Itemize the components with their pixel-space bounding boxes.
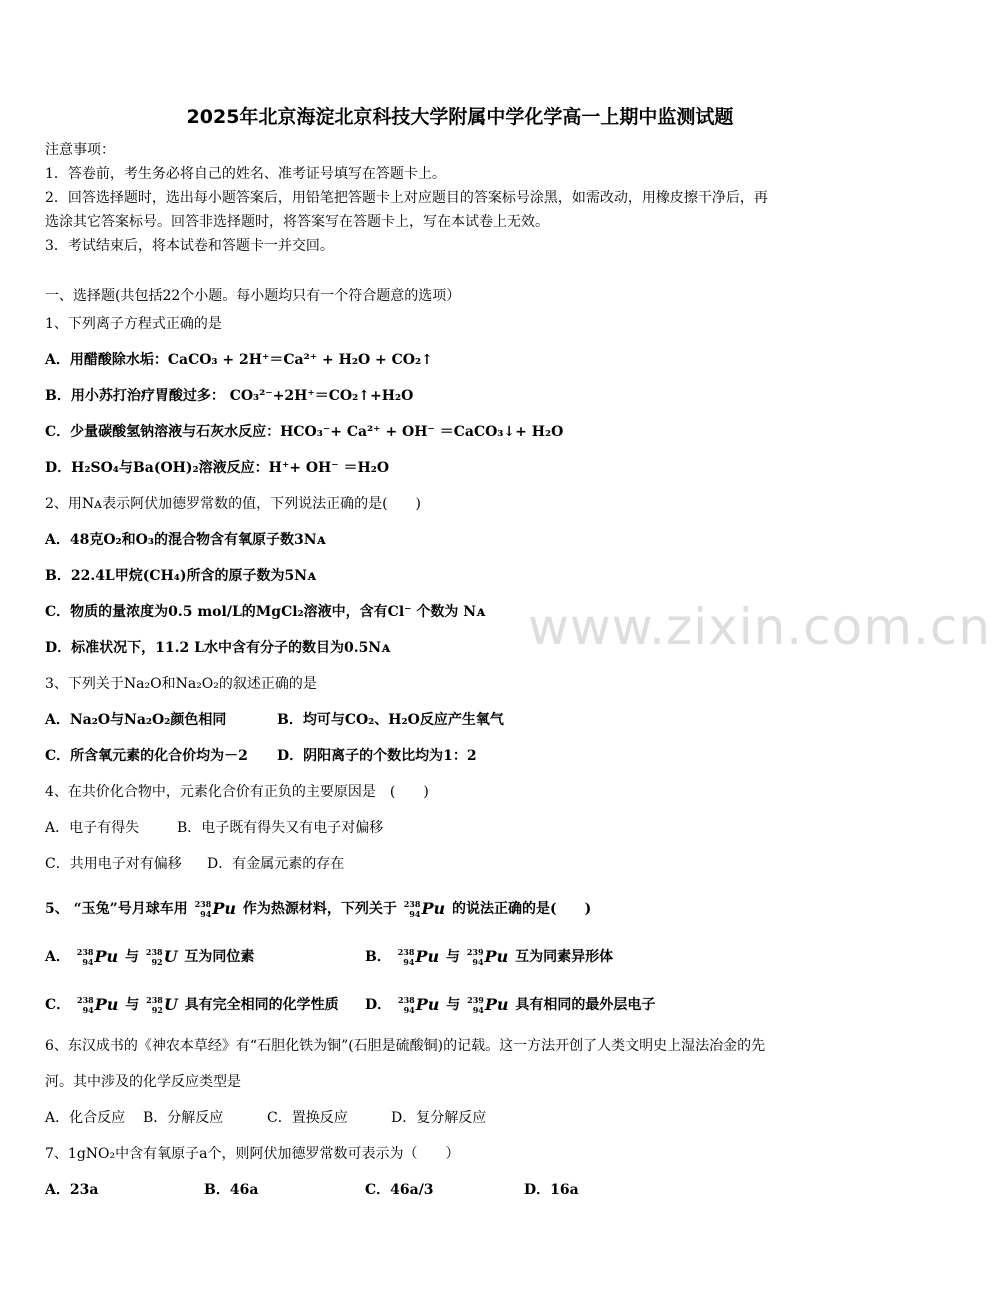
nuclide-mass: 238 (76, 947, 94, 957)
nuclide-number: 94 (403, 957, 415, 967)
nuclide-pu238 (398, 944, 439, 970)
q5-options-row1 (45, 944, 613, 970)
nuclide-symbol: Pu (415, 947, 440, 966)
option-letter: A． (45, 949, 70, 965)
nuclide-mass: 238 (397, 947, 415, 957)
q5-stem-post: 的说法正确的是( ) (451, 901, 592, 917)
conj: 与 (125, 997, 140, 1013)
q4-options-row2 (45, 854, 344, 874)
q5-stem (45, 896, 591, 922)
q5-option-a (45, 944, 365, 970)
nuclide-number: 94 (200, 909, 212, 919)
notice-item-3: 3．考试结束后，将本试卷和答题卡一并交回。 (45, 238, 334, 254)
q1-option-d: D．H₂SO₄与Ba(OH)₂溶液反应：H⁺+ OH⁻ ＝H₂O (45, 460, 390, 476)
q4-option-d: D．有金属元素的存在 (207, 856, 345, 872)
nuclide-mass: 239 (467, 995, 484, 1005)
nuclide-number: 92 (151, 957, 163, 967)
nuclide-number: 94 (82, 1005, 94, 1015)
nuclide-symbol: Pu (421, 899, 446, 918)
q2-stem: 2、用Nᴀ表示阿伏加德罗常数的值，下列说法正确的是( ) (45, 496, 421, 512)
q6-stem-line2: 河。其中涉及的化学反应类型是 (45, 1074, 241, 1090)
nuclide-symbol: U (163, 947, 178, 966)
q2-option-c: C．物质的量浓度为0.5 mol/L的MgCl₂溶液中，含有Cl⁻ 个数为 Nᴀ (45, 604, 486, 620)
option-text: 具有相同的最外层电子 (515, 997, 656, 1013)
notice-item-2a: 2．回答选择题时，选出每小题答案后，用铅笔把答题卡上对应题目的答案标号涂黑，如需改动，用橡皮擦干净后，再 (45, 190, 768, 206)
nuclide-mass: 238 (77, 995, 94, 1005)
q3-options-row1 (45, 710, 504, 730)
nuclide-u238 (146, 992, 178, 1018)
option-text: 互为同素异形体 (515, 949, 614, 965)
q2-option-a: A．48克O₂和O₃的混合物含有氧原子数3Nᴀ (45, 532, 326, 548)
nuclide-mass: 238 (398, 995, 415, 1005)
nuclide-pu238 (77, 992, 118, 1018)
nuclide-number: 94 (403, 1005, 415, 1015)
q5-option-b (365, 944, 613, 970)
q7-option-a: A．23a (45, 1182, 99, 1198)
q3-options-row2 (45, 746, 477, 766)
notice-heading: 注意事项： (45, 142, 115, 158)
q3-option-d: D．阴阳离子的个数比均为1：2 (277, 748, 477, 764)
q4-stem: 4、在共价化合物中，元素化合价有正负的主要原因是 ( ) (45, 784, 429, 800)
q4-option-a: A．电子有得失 (45, 820, 140, 836)
nuclide-mass: 238 (194, 899, 212, 909)
q7-option-d: D．16a (524, 1182, 579, 1198)
q6-options-row (45, 1108, 486, 1128)
nuclide-pu238 (195, 896, 236, 922)
option-letter: B． (365, 949, 391, 965)
nuclide-mass: 238 (403, 899, 421, 909)
nuclide-symbol: Pu (212, 899, 236, 918)
section-heading: 一、选择题(共包括22个小题。每小题均只有一个符合题意的选项） (45, 288, 461, 304)
q1-stem: 1、下列离子方程式正确的是 (45, 316, 222, 332)
conj: 与 (125, 949, 139, 965)
q5-stem-mid: 作为热源材料，下列关于 (242, 901, 397, 917)
q4-option-b: B．电子既有得失又有电子对偏移 (177, 820, 384, 836)
q7-stem: 7、1gNO₂中含有氧原子a个，则阿伏加德罗常数可表示为（ ） (45, 1146, 460, 1162)
q3-option-a: A．Na₂O与Na₂O₂颜色相同 (45, 712, 227, 728)
nuclide-mass: 238 (146, 995, 163, 1005)
q6-option-c: C．置换反应 (267, 1110, 348, 1126)
nuclide-mass: 239 (466, 947, 484, 957)
q6-option-a: A．化合反应 (45, 1110, 126, 1126)
conj: 与 (445, 949, 460, 965)
nuclide-number: 92 (151, 1005, 163, 1015)
q3-option-c: C．所含氧元素的化合价均为－2 (45, 748, 248, 764)
q6-option-d: D．复分解反应 (391, 1110, 487, 1126)
nuclide-symbol: Pu (94, 947, 119, 966)
q4-options-row1 (45, 818, 383, 838)
nuclide-symbol: Pu (94, 995, 119, 1014)
option-letter: D． (365, 997, 392, 1013)
page-title: 2025年北京海淀北京科技大学附属中学化学高一上期中监测试题 (186, 106, 734, 128)
nuclide-u238 (146, 944, 178, 970)
q5-option-c (45, 992, 365, 1018)
q1-option-a: A．用醋酸除水垢：CaCO₃ + 2H⁺＝Ca²⁺ + H₂O + CO₂↑ (45, 352, 433, 368)
option-text: 互为同位素 (184, 949, 255, 965)
notice-item-1: 1．答卷前，考生务必将自己的姓名、准考证号填写在答题卡上。 (45, 166, 446, 182)
option-letter: C． (45, 997, 71, 1013)
q5-options-row2 (45, 992, 655, 1018)
q1-option-c: C．少量碳酸氢钠溶液与石灰水反应：HCO₃⁻+ Ca²⁺ + OH⁻ ＝CaCO₃↓+ H₂O (45, 424, 564, 440)
q4-option-c: C．共用电子对有偏移 (45, 856, 182, 872)
q6-option-b: B．分解反应 (143, 1110, 224, 1126)
nuclide-pu238 (77, 944, 118, 970)
nuclide-pu238 (404, 896, 445, 922)
nuclide-number: 94 (472, 1005, 484, 1015)
option-text: 具有完全相同的化学性质 (184, 997, 339, 1013)
nuclide-pu238 (398, 992, 439, 1018)
nuclide-pu239 (467, 944, 508, 970)
nuclide-number: 94 (472, 957, 484, 967)
nuclide-number: 94 (409, 909, 421, 919)
nuclide-symbol: Pu (415, 995, 440, 1014)
q3-option-b: B．均可与CO₂、H₂O反应产生氧气 (277, 712, 504, 728)
q1-option-b: B．用小苏打治疗胃酸过多： CO₃²⁻+2H⁺＝CO₂↑+H₂O (45, 388, 414, 404)
q7-option-b: B．46a (204, 1182, 259, 1198)
nuclide-symbol: U (163, 995, 178, 1014)
q5-stem-pre: 5、 “玉兔”号月球车用 (45, 901, 188, 917)
nuclide-symbol: Pu (484, 947, 509, 966)
nuclide-number: 94 (82, 957, 94, 967)
q6-stem-line1: 6、东汉成书的《神农本草经》有“石胆化铁为铜”(石胆是硫酸铜)的记载。这一方法开创了人类文明史上湿法冶金的先 (45, 1038, 766, 1054)
q7-option-c: C．46a/3 (365, 1182, 434, 1198)
q3-stem: 3、下列关于Na₂O和Na₂O₂的叙述正确的是 (45, 676, 317, 692)
q2-option-b: B．22.4L甲烷(CH₄)所含的原子数为5Nᴀ (45, 568, 317, 584)
nuclide-pu239 (467, 992, 508, 1018)
watermark: www.zixin.com.cn (528, 598, 991, 656)
q2-option-d: D．标准状况下，11.2 L水中含有分子的数目为0.5Nᴀ (45, 640, 391, 656)
q5-option-d (365, 992, 655, 1018)
nuclide-mass: 238 (145, 947, 163, 957)
q7-options-row (45, 1180, 579, 1200)
nuclide-symbol: Pu (484, 995, 509, 1014)
notice-item-2b: 选涂其它答案标号。回答非选择题时，将答案写在答题卡上，写在本试卷上无效。 (45, 214, 549, 230)
conj: 与 (446, 997, 461, 1013)
